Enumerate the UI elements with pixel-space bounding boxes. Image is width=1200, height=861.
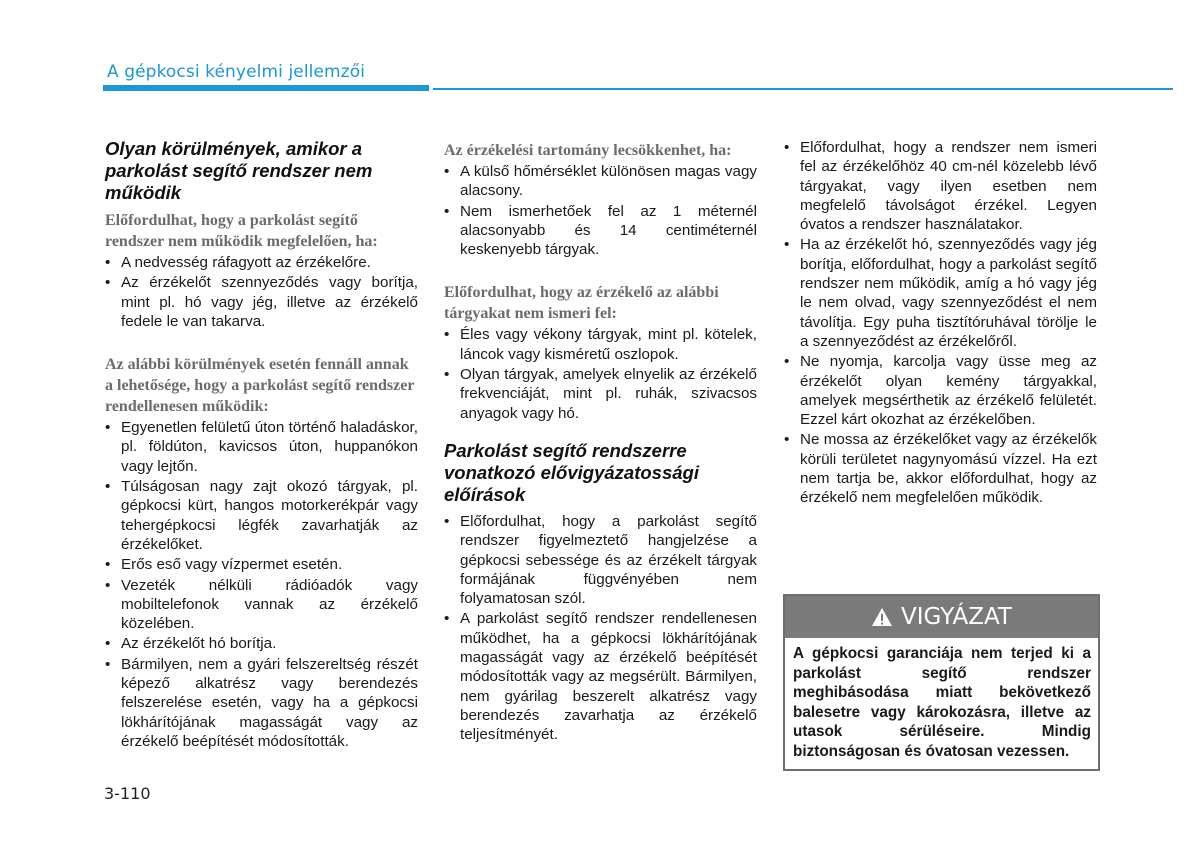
page-number: 3-110 [104, 784, 151, 803]
list-item: • Erős eső vagy vízpermet esetén. [105, 555, 418, 574]
list-item: • Ha az érzékelőt hó, szennyeződés vagy jég borítja, előfordulhat, hogy a parkolást segítő rendszer nem működik, amíg a hó vagy jég le nem olvad, vagy szennyeződést el nem távolítja. Egy puha tisztítóruhával törölje le a szennyeződést az érzékelőről. [784, 235, 1097, 351]
list-item: • Olyan tárgyak, amelyek elnyelik az érzékelő frekvenciáját, mint pl. ruhák, szivacsos anyagok vagy hó. [444, 365, 757, 423]
header-rule-thin [433, 88, 1173, 90]
section-heading: Parkolást segítő rendszerre vonatkozó elővigyázatossági előírások [444, 439, 699, 505]
subheading: Előfordulhat, hogy az érzékelő az alábbi tárgyakat nem ismeri fel: [444, 284, 719, 323]
bullet-list [784, 138, 1097, 508]
subheading: Az alábbi körülmények esetén fennáll annak a lehetősége, hogy a parkolást segítő rendszer rendellenesen működik: [105, 356, 415, 416]
warning-text: A gépkocsi garanciája nem terjed ki a parkolást segítő rendszer meghibásodása miatt bekövetkező balesetre vagy károkozásra, illetve az utasok sérüléseire. Mindig biztonságosan és óvatosan vezessen. [793, 645, 1091, 760]
bullet-list [105, 253, 418, 331]
subheading: Az érzékelési tartomány lecsökkenhet, ha: [444, 142, 732, 159]
list-item: • Egyenetlen felületű úton történő haladáskor, pl. földúton, kavicsos úton, huppanókon vagy lejtőn. [105, 418, 418, 476]
list-item: • Nem ismerhetőek fel az 1 méternél alacsonyabb és 14 centiméternél keskenyebb tárgyak. [444, 202, 757, 260]
list-item: • Ne mossa az érzékelőket vagy az érzékelők körüli területet nagynyomású vízzel. Ha ezt nem tartja be, akkor előfordulhat, hogy az érzékelő nem megfelelően működik. [784, 430, 1097, 507]
list-item: • Ne nyomja, karcolja vagy üsse meg az érzékelőt olyan kemény tárgyakkal, amelyek megsérthetik az érzékelő felületét. Ezzel kárt okozhat az érzékelőben. [784, 352, 1097, 429]
header-rule-thick [103, 85, 429, 91]
warning-box [783, 594, 1100, 771]
warning-triangle-icon [871, 607, 893, 627]
column-1 [105, 138, 418, 752]
bullet-list [105, 418, 418, 751]
list-item: • Bármilyen, nem a gyári felszereltség részét képező alkatrész vagy berendezés felszerelése esetén, vagy ha a gépkocsi lökhárítójának magasságát vagy az érzékelő beépítését módosították. [105, 655, 418, 751]
bullet-list [444, 162, 757, 259]
list-item: • Éles vagy vékony tárgyak, mint pl. kötelek, láncok vagy kisméretű oszlopok. [444, 325, 757, 364]
list-item: • Az érzékelőt szennyeződés vagy borítja, mint pl. hó vagy jég, illetve az érzékelő fedele le van takarva. [105, 273, 418, 331]
list-item: • Az érzékelőt hó borítja. [105, 634, 418, 653]
list-item: • Vezeték nélküli rádióadók vagy mobiltelefonok vannak az érzékelő közelében. [105, 576, 418, 634]
section-title: A gépkocsi kényelmi jellemzői [107, 62, 366, 82]
warning-header [785, 596, 1098, 638]
section-heading: Olyan körülmények, amikor a parkolást segítő rendszer nem működik [105, 138, 373, 203]
subheading: Előfordulhat, hogy a parkolást segítő rendszer nem működik megfelelően, ha: [105, 212, 378, 250]
list-item: • Túlságosan nagy zajt okozó tárgyak, pl. gépkocsi kürt, hangos motorkerékpár vagy tehergépkocsi légfék zavarhatják az érzékelőket. [105, 477, 418, 554]
list-item: • A parkolást segítő rendszer rendellenesen működhet, ha a gépkocsi lökhárítójának magasságát vagy az érzékelő beépítését módosították vagy az megsérült. Bármilyen, nem gyárilag beszerelt alkatrész vagy berendezés zavarhatja az érzékelő teljesítményét. [444, 609, 757, 744]
list-item: • Előfordulhat, hogy a parkolást segítő rendszer figyelmeztető hangjelzése a gépkocsi sebessége és az érzékelt tárgyak formájának függvényében nem folyamatosan szól. [444, 512, 757, 608]
bullet-list [444, 325, 757, 422]
warning-title: VIGYÁZAT [901, 604, 1012, 630]
list-item: • A külső hőmérséklet különösen magas vagy alacsony. [444, 162, 757, 201]
list-item: • A nedvesség ráfagyott az érzékelőre. [105, 253, 418, 272]
bullet-list [444, 512, 757, 745]
column-3 [784, 138, 1097, 509]
column-2 [444, 140, 757, 746]
list-item: • Előfordulhat, hogy a rendszer nem ismeri fel az érzékelőhöz 40 cm-nél közelebb lévő tárgyakat, vagy ilyen esetben nem megfelelő távolságot érzékel. Legyen óvatos a rendszer használatakor. [784, 138, 1097, 234]
